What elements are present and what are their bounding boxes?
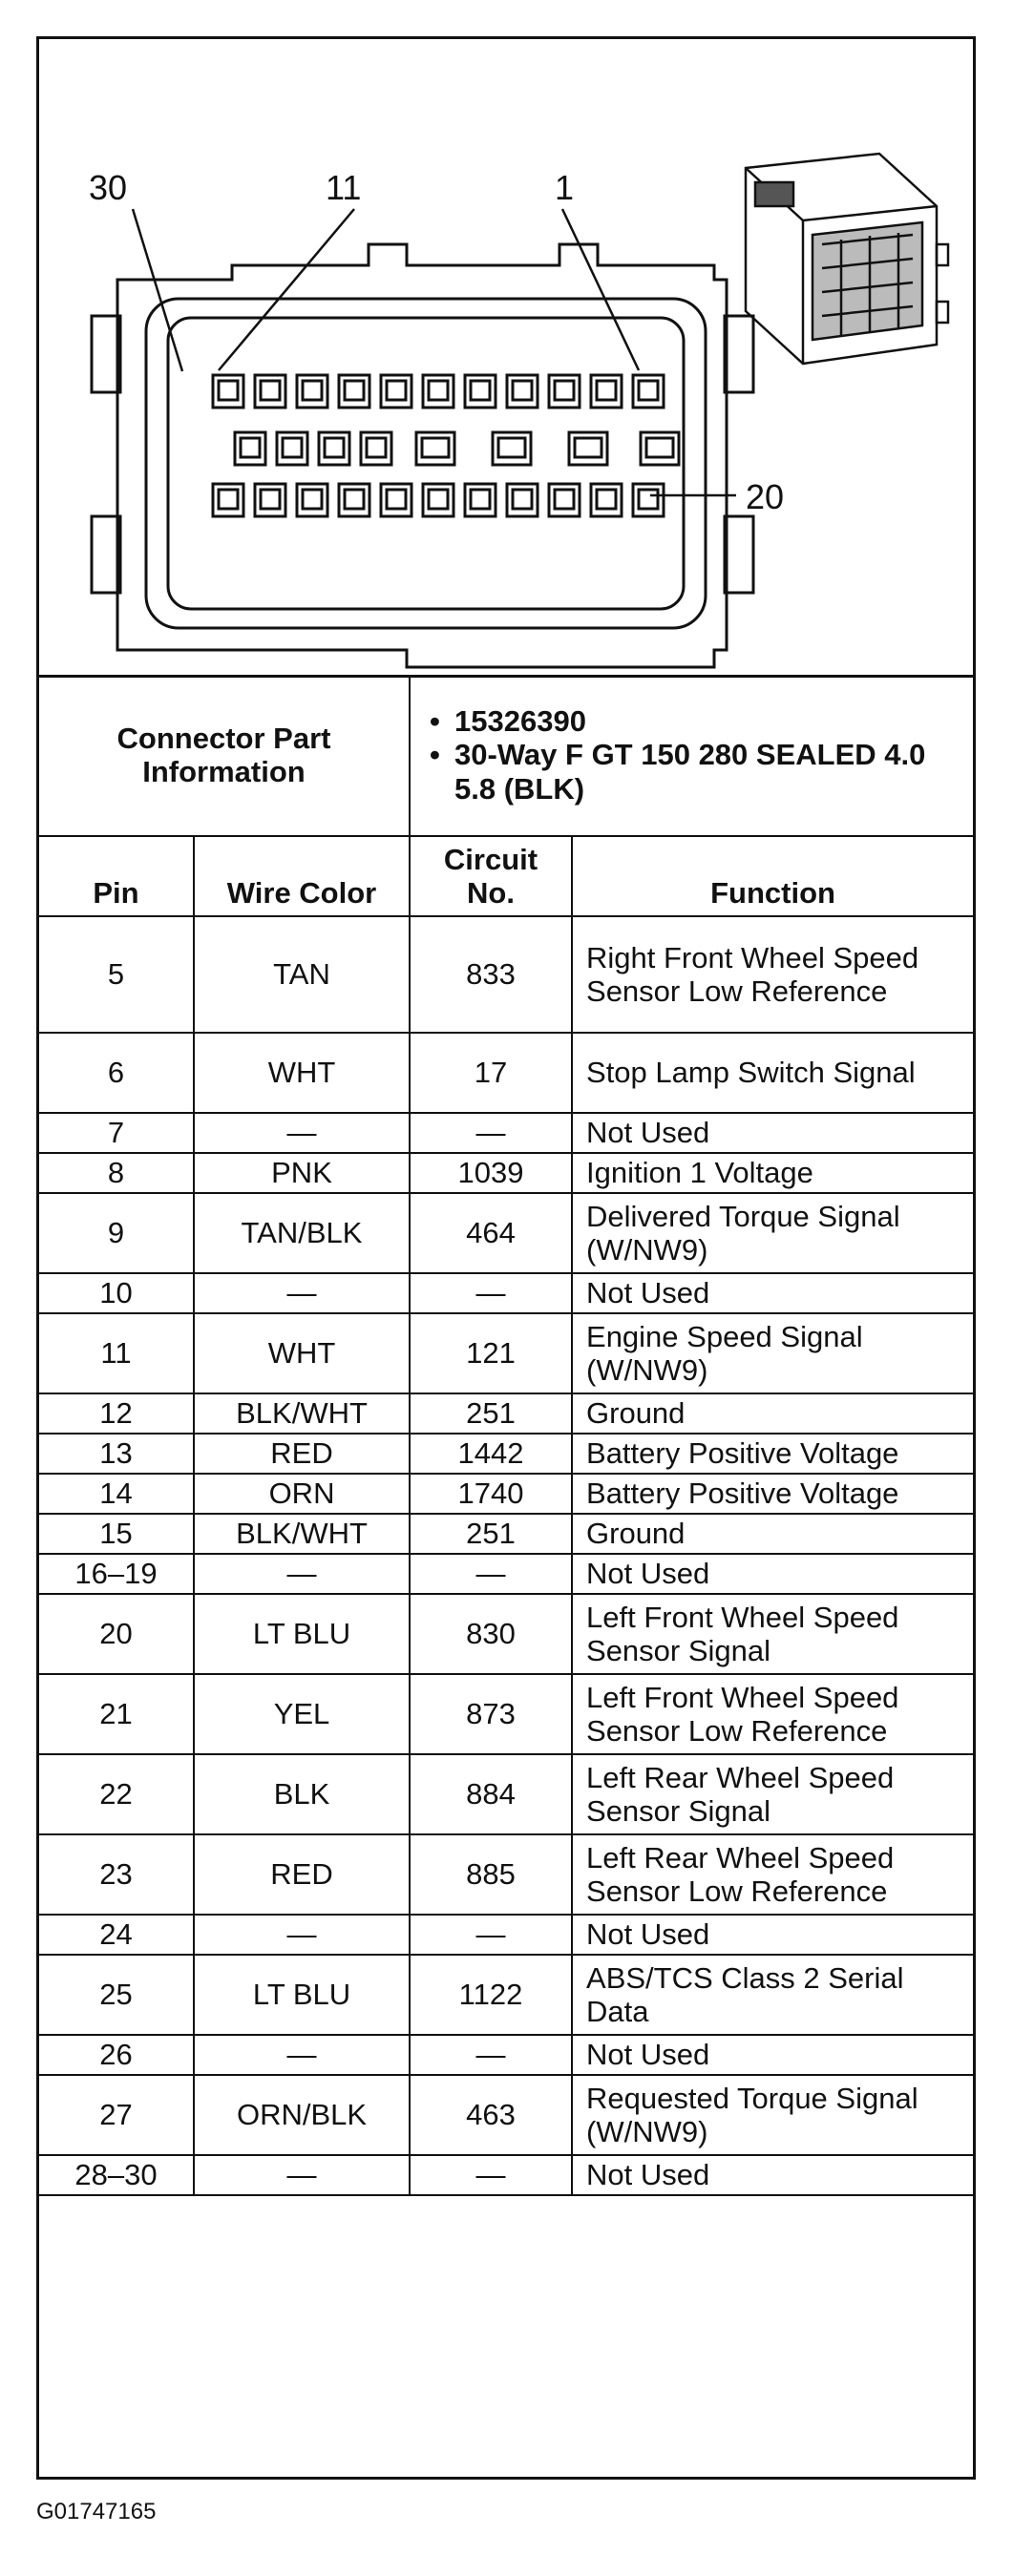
table-row: [39, 1273, 973, 1313]
wire-color-cell: ORN: [194, 1474, 410, 1514]
circuit-cell: 464: [410, 1193, 572, 1273]
pin-cell: 8: [39, 1153, 194, 1193]
circuit-cell: 1039: [410, 1153, 572, 1193]
function-cell: Right Front Wheel Speed Sensor Low Reference: [572, 916, 973, 1033]
function-cell: Battery Positive Voltage: [572, 1474, 973, 1514]
table-row: [39, 1153, 973, 1193]
pin-cavity-top-inner: [513, 381, 532, 400]
pin-cavity-top-inner: [387, 381, 406, 400]
pin-cavity-mid-inner: [367, 438, 386, 457]
pin-cell: 11: [39, 1313, 194, 1393]
wire-color-cell: BLK/WHT: [194, 1393, 410, 1434]
pin-cell: 15: [39, 1514, 194, 1554]
wire-color-cell: YEL: [194, 1674, 410, 1754]
pin-cavity-mid-inner: [283, 438, 302, 457]
pin-cavity-bottom-inner: [345, 490, 364, 509]
table-row: [39, 2075, 973, 2155]
table-row: [39, 1594, 973, 1674]
pin-cell: 22: [39, 1754, 194, 1834]
table-row: [39, 1313, 973, 1393]
circuit-cell: 251: [410, 1514, 572, 1554]
pin-cell: 28–30: [39, 2155, 194, 2195]
pin-cell: 5: [39, 916, 194, 1033]
pin-cavity-top-inner: [345, 381, 364, 400]
wire-color-cell: RED: [194, 1834, 410, 1915]
pin-cavity-bottom-inner: [303, 490, 322, 509]
circuit-cell: 884: [410, 1754, 572, 1834]
table-row: [39, 1033, 973, 1113]
header-row: [39, 836, 973, 916]
function-cell: Battery Positive Voltage: [572, 1434, 973, 1474]
connector-diagram: [39, 39, 973, 678]
function-cell: Engine Speed Signal (W/NW9): [572, 1313, 973, 1393]
wire-color-cell: PNK: [194, 1153, 410, 1193]
table-row: [39, 1113, 973, 1153]
function-cell: Not Used: [572, 1113, 973, 1153]
circuit-cell: —: [410, 1113, 572, 1153]
pin-cavity-top-inner: [597, 381, 616, 400]
wire-color-cell: WHT: [194, 1313, 410, 1393]
table-row: [39, 2155, 973, 2195]
connector-info-row: [39, 675, 973, 836]
pin-cell: 12: [39, 1393, 194, 1434]
pin-cavity-top-inner: [555, 381, 574, 400]
pin-cell: 26: [39, 2035, 194, 2075]
wire-color-cell: —: [194, 1273, 410, 1313]
col-header-wire-color: Wire Color: [194, 836, 410, 916]
circuit-cell: 830: [410, 1594, 572, 1674]
circuit-cell: 121: [410, 1313, 572, 1393]
function-cell: ABS/TCS Class 2 Serial Data: [572, 1955, 973, 2035]
circuit-cell: —: [410, 2035, 572, 2075]
pin-cell: 9: [39, 1193, 194, 1273]
wire-color-cell: BLK/WHT: [194, 1514, 410, 1554]
function-cell: Delivered Torque Signal (W/NW9): [572, 1193, 973, 1273]
pin-cell: 25: [39, 1955, 194, 2035]
pin-cavity-mid-inner: [325, 438, 344, 457]
pin-cell: 20: [39, 1594, 194, 1674]
circuit-cell: 873: [410, 1674, 572, 1754]
wire-color-cell: BLK: [194, 1754, 410, 1834]
pinout-rows: [39, 916, 973, 2195]
pin-label-11: 11: [326, 168, 362, 207]
function-cell: Not Used: [572, 1554, 973, 1594]
wire-color-cell: —: [194, 1113, 410, 1153]
circuit-cell: 1442: [410, 1434, 572, 1474]
table-row: [39, 1193, 973, 1273]
connector-info-values: [410, 675, 973, 836]
col-header-circuit: Circuit No.: [410, 836, 572, 916]
pinout-table: [39, 675, 973, 2196]
wire-color-cell: —: [194, 2035, 410, 2075]
table-row: [39, 1754, 973, 1834]
connector-face-drawing: [39, 39, 973, 675]
function-cell: Left Front Wheel Speed Sensor Low Reference: [572, 1674, 973, 1754]
circuit-cell: 463: [410, 2075, 572, 2155]
pin-cell: 13: [39, 1434, 194, 1474]
wire-color-cell: —: [194, 1915, 410, 1955]
pin-cell: 23: [39, 1834, 194, 1915]
part-number: • 15326390: [430, 704, 965, 738]
right-latch-bottom: [725, 516, 753, 593]
connector-sheet: [36, 36, 976, 2480]
connector-description: • 30-Way F GT 150 280 SEALED 4.0 5.8 (BLK): [430, 738, 965, 805]
col-header-pin: Pin: [39, 836, 194, 916]
function-cell: Not Used: [572, 2155, 973, 2195]
pin-cell: 7: [39, 1113, 194, 1153]
table-row: [39, 916, 973, 1033]
wire-color-cell: TAN/BLK: [194, 1193, 410, 1273]
connector-perspective-icon: [746, 154, 948, 364]
function-cell: Ground: [572, 1514, 973, 1554]
circuit-cell: —: [410, 1915, 572, 1955]
pin-cavity-mid-wide-inner: [422, 438, 449, 457]
circuit-cell: 1740: [410, 1474, 572, 1514]
leader-30: [133, 209, 182, 371]
pin-cavity-mid-wide-inner: [498, 438, 525, 457]
function-cell: Requested Torque Signal (W/NW9): [572, 2075, 973, 2155]
pin-cavity-top-inner: [471, 381, 490, 400]
circuit-cell: —: [410, 1554, 572, 1594]
circuit-cell: —: [410, 2155, 572, 2195]
function-cell: Left Rear Wheel Speed Sensor Signal: [572, 1754, 973, 1834]
function-cell: Not Used: [572, 2035, 973, 2075]
table-row: [39, 1434, 973, 1474]
connector-info-label: Connector Part Information: [39, 675, 410, 836]
table-row: [39, 1955, 973, 2035]
table-row: [39, 1393, 973, 1434]
circuit-cell: 885: [410, 1834, 572, 1915]
pin-cell: 21: [39, 1674, 194, 1754]
pin-cavity-bottom-inner: [471, 490, 490, 509]
pin-cavity-bottom-inner: [219, 490, 238, 509]
pin-cavity-top-inner: [303, 381, 322, 400]
right-latch-top: [725, 316, 753, 392]
function-cell: Not Used: [572, 1273, 973, 1313]
pin-cell: 27: [39, 2075, 194, 2155]
circuit-cell: 17: [410, 1033, 572, 1113]
pin-grid: [213, 375, 679, 516]
pin-cavity-bottom-inner: [639, 490, 658, 509]
pin-cavity-bottom-inner: [555, 490, 574, 509]
wire-color-cell: RED: [194, 1434, 410, 1474]
pin-cavity-mid-wide-inner: [646, 438, 673, 457]
wire-color-cell: —: [194, 1554, 410, 1594]
pin-label-1: 1: [555, 168, 575, 207]
pin-cavity-bottom-inner: [429, 490, 448, 509]
function-cell: Left Rear Wheel Speed Sensor Low Reference: [572, 1834, 973, 1915]
pin-cavity-mid-wide-inner: [575, 438, 601, 457]
pin-cell: 16–19: [39, 1554, 194, 1594]
pin-label-30: 30: [89, 168, 128, 207]
pin-cavity-top-inner: [219, 381, 238, 400]
table-row: [39, 1834, 973, 1915]
leader-1: [562, 209, 639, 370]
function-cell: Stop Lamp Switch Signal: [572, 1033, 973, 1113]
figure-code: G01747165: [36, 2499, 157, 2524]
wire-color-cell: TAN: [194, 916, 410, 1033]
circuit-cell: —: [410, 1273, 572, 1313]
function-cell: Ground: [572, 1393, 973, 1434]
function-cell: Not Used: [572, 1915, 973, 1955]
pin-cavity-top-inner: [261, 381, 280, 400]
leader-11: [219, 209, 354, 370]
pin-cell: 10: [39, 1273, 194, 1313]
table-row: [39, 1474, 973, 1514]
pin-cavity-mid-inner: [241, 438, 260, 457]
table-row: [39, 1674, 973, 1754]
table-row: [39, 1514, 973, 1554]
circuit-cell: 1122: [410, 1955, 572, 2035]
pin-cell: 14: [39, 1474, 194, 1514]
pin-cavity-bottom-inner: [597, 490, 616, 509]
function-cell: Ignition 1 Voltage: [572, 1153, 973, 1193]
col-header-function: Function: [572, 836, 973, 916]
table-row: [39, 2035, 973, 2075]
wire-color-cell: —: [194, 2155, 410, 2195]
function-cell: Left Front Wheel Speed Sensor Signal: [572, 1594, 973, 1674]
pin-label-20: 20: [746, 477, 785, 516]
circuit-cell: 833: [410, 916, 572, 1033]
pin-cavity-bottom-inner: [387, 490, 406, 509]
wire-color-cell: LT BLU: [194, 1955, 410, 2035]
pin-cell: 6: [39, 1033, 194, 1113]
pin-cavity-top-inner: [429, 381, 448, 400]
pin-cavity-bottom-inner: [513, 490, 532, 509]
wire-color-cell: LT BLU: [194, 1594, 410, 1674]
circuit-cell: 251: [410, 1393, 572, 1434]
wire-color-cell: ORN/BLK: [194, 2075, 410, 2155]
table-row: [39, 1554, 973, 1594]
wire-color-cell: WHT: [194, 1033, 410, 1113]
pin-cell: 24: [39, 1915, 194, 1955]
table-row: [39, 1915, 973, 1955]
pin-cavity-top-inner: [639, 381, 658, 400]
pin-cavity-bottom-inner: [261, 490, 280, 509]
